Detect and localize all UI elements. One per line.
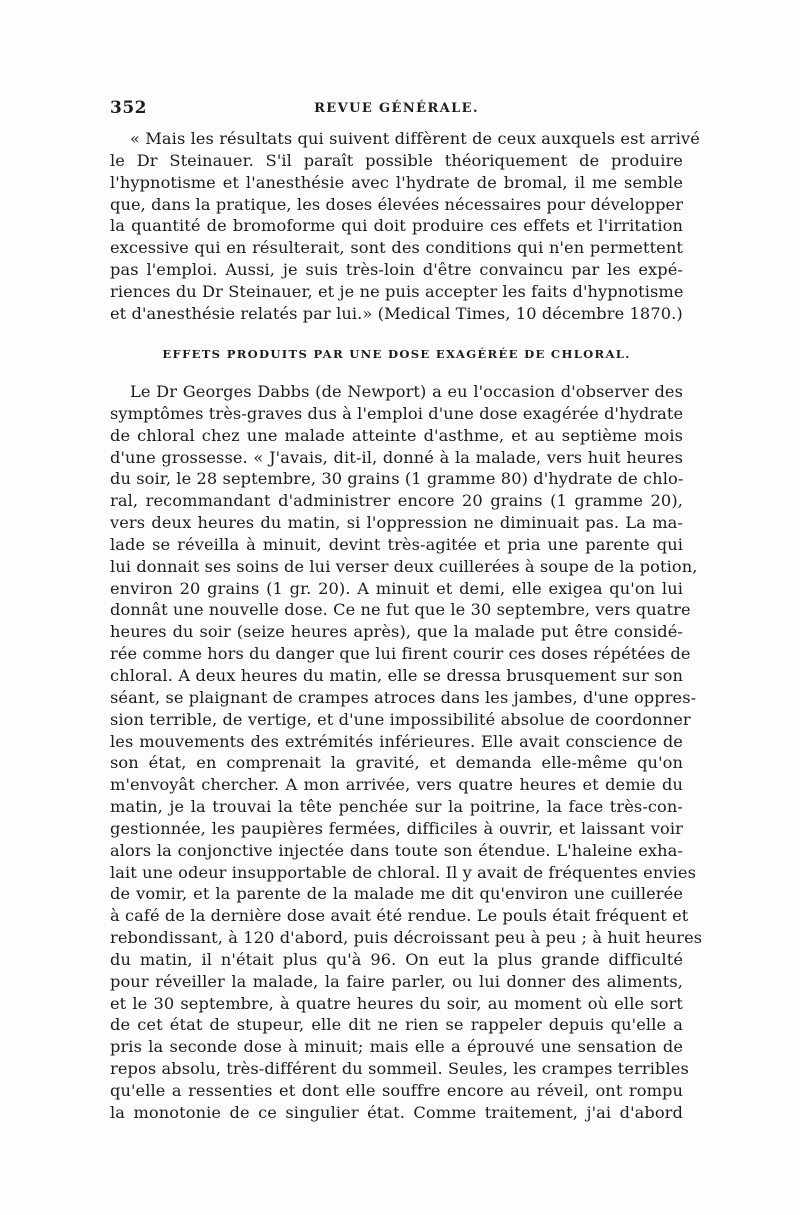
- text-line: rée comme hors du danger que lui firent courir ces doses répétées de: [110, 644, 691, 664]
- text-line: lui donnait ses soins de lui verser deux cuillerées à soupe de la potion,: [110, 556, 698, 576]
- text-line: pour réveiller la malade, la faire parler, ou lui donner des aliments,: [110, 971, 683, 991]
- text-line: du soir, le 28 septembre, 30 grains (1 gramme 80) d'hydrate de chlo-: [110, 469, 684, 489]
- text-line: qu'elle a ressenties et dont elle souffre encore au réveil, ont rompu: [110, 1081, 683, 1100]
- text-line: ral, recommandant d'administrer encore 20 grains (1 gramme 20),: [110, 491, 683, 511]
- text-line: donnât une nouvelle dose. Ce ne fut que le 30 septembre, vers quatre: [110, 600, 691, 620]
- paragraph-dabbs-case: [110, 381, 703, 1124]
- text-line: sion terrible, de vertige, et d'une impossibilité absolue de coordonner: [110, 709, 691, 729]
- text-line: du matin, il n'était plus qu'à 96. On eut la plus grande difficulté: [110, 949, 683, 969]
- text-line: son état, en comprenait la gravité, et demanda elle-même qu'on: [110, 753, 683, 773]
- text-line: symptômes très-graves dus à l'emploi d'une dose exagérée d'hydrate: [110, 403, 684, 423]
- page-number: 352: [110, 98, 147, 118]
- text-line: de cet état de stupeur, elle dit ne rien se rappeler depuis qu'elle a: [110, 1015, 683, 1035]
- text-line: matin, je la trouvai la tête penchée sur la poitrine, la face très-con-: [110, 797, 683, 817]
- text-line: la quantité de bromoforme qui doit produire ces effets et l'irritation: [110, 216, 683, 236]
- text-line: d'une grossesse. « J'avais, dit-il, donné à la malade, vers huit heures: [110, 447, 683, 467]
- text-line: séant, se plaignant de crampes atroces dans les jambes, d'une oppres-: [110, 687, 697, 707]
- text-line: environ 20 grains (1 gr. 20). A minuit et demi, elle exigea qu'on lui: [110, 578, 683, 598]
- paragraph-quote-continuation: [110, 128, 700, 325]
- text-line: excessive qui en résulterait, sont des conditions qui n'en permettent: [110, 238, 683, 258]
- text-line: de vomir, et la parente de la malade me dit qu'environ une cuillerée: [110, 884, 683, 904]
- text-line: le Dr Steinauer. S'il paraît possible théoriquement de produire: [110, 150, 683, 170]
- text-line: pris la seconde dose à minuit; mais elle a éprouvé une sensation de: [110, 1037, 683, 1057]
- text-line: vers deux heures du matin, si l'oppression ne diminuait pas. La ma-: [110, 513, 683, 533]
- text-line: pas l'emploi. Aussi, je suis très-loin d'être convaincu par les expé-: [110, 260, 683, 280]
- text-line: heures du soir (seize heures après), que la malade put être considé-: [110, 622, 683, 642]
- text-line: les mouvements des extrémités inférieures. Elle avait conscience de: [110, 731, 683, 751]
- section-heading: EFFETS PRODUITS PAR UNE DOSE EXAGÉRÉE DE CHLORAL.: [162, 347, 631, 361]
- text-line: alors la conjonctive injectée dans toute son étendue. L'haleine exha-: [110, 840, 683, 860]
- text-line: de chloral chez une malade atteinte d'asthme, et au septième mois: [110, 425, 683, 445]
- text-line: m'envoyât chercher. A mon arrivée, vers quatre heures et demie du: [110, 775, 683, 795]
- running-head: REVUE GÉNÉRALE.: [314, 101, 479, 116]
- page-header: [110, 98, 683, 122]
- text-line: Le Dr Georges Dabbs (de Newport) a eu l'occasion d'observer des: [130, 382, 683, 401]
- text-line: à café de la dernière dose avait été rendue. Le pouls était fréquent et: [110, 906, 689, 926]
- text-line: chloral. A deux heures du matin, elle se dressa brusquement sur son: [110, 665, 683, 685]
- text-line: rebondissant, à 120 d'abord, puis décroissant peu à peu ; à huit heures: [110, 928, 703, 948]
- text-line: « Mais les résultats qui suivent diffèrent de ceux auxquels est arrivé: [130, 129, 700, 148]
- text-line: la monotonie de ce singulier état. Comme traitement, j'ai d'abord: [110, 1102, 683, 1122]
- text-line: lade se réveilla à minuit, devint très-agitée et pria une parente qui: [110, 534, 683, 554]
- text-line: et d'anesthésie relatés par lui.» (Medical Times, 10 décembre 1870.): [110, 303, 683, 323]
- text-line: riences du Dr Steinauer, et je ne puis accepter les faits d'hypnotisme: [110, 281, 684, 301]
- text-line: et le 30 septembre, à quatre heures du soir, au moment où elle sort: [110, 993, 683, 1013]
- text-line: lait une odeur insupportable de chloral. Il y avait de fréquentes envies: [110, 862, 696, 882]
- text-line: repos absolu, très-différent du sommeil. Seules, les crampes terribles: [110, 1059, 689, 1079]
- text-line: que, dans la pratique, les doses élevées nécessaires pour développer: [110, 194, 684, 214]
- text-line: gestionnée, les paupières fermées, difficiles à ouvrir, et laissant voir: [110, 818, 683, 838]
- text-line: l'hypnotisme et l'anesthésie avec l'hydrate de bromal, il me semble: [110, 172, 683, 192]
